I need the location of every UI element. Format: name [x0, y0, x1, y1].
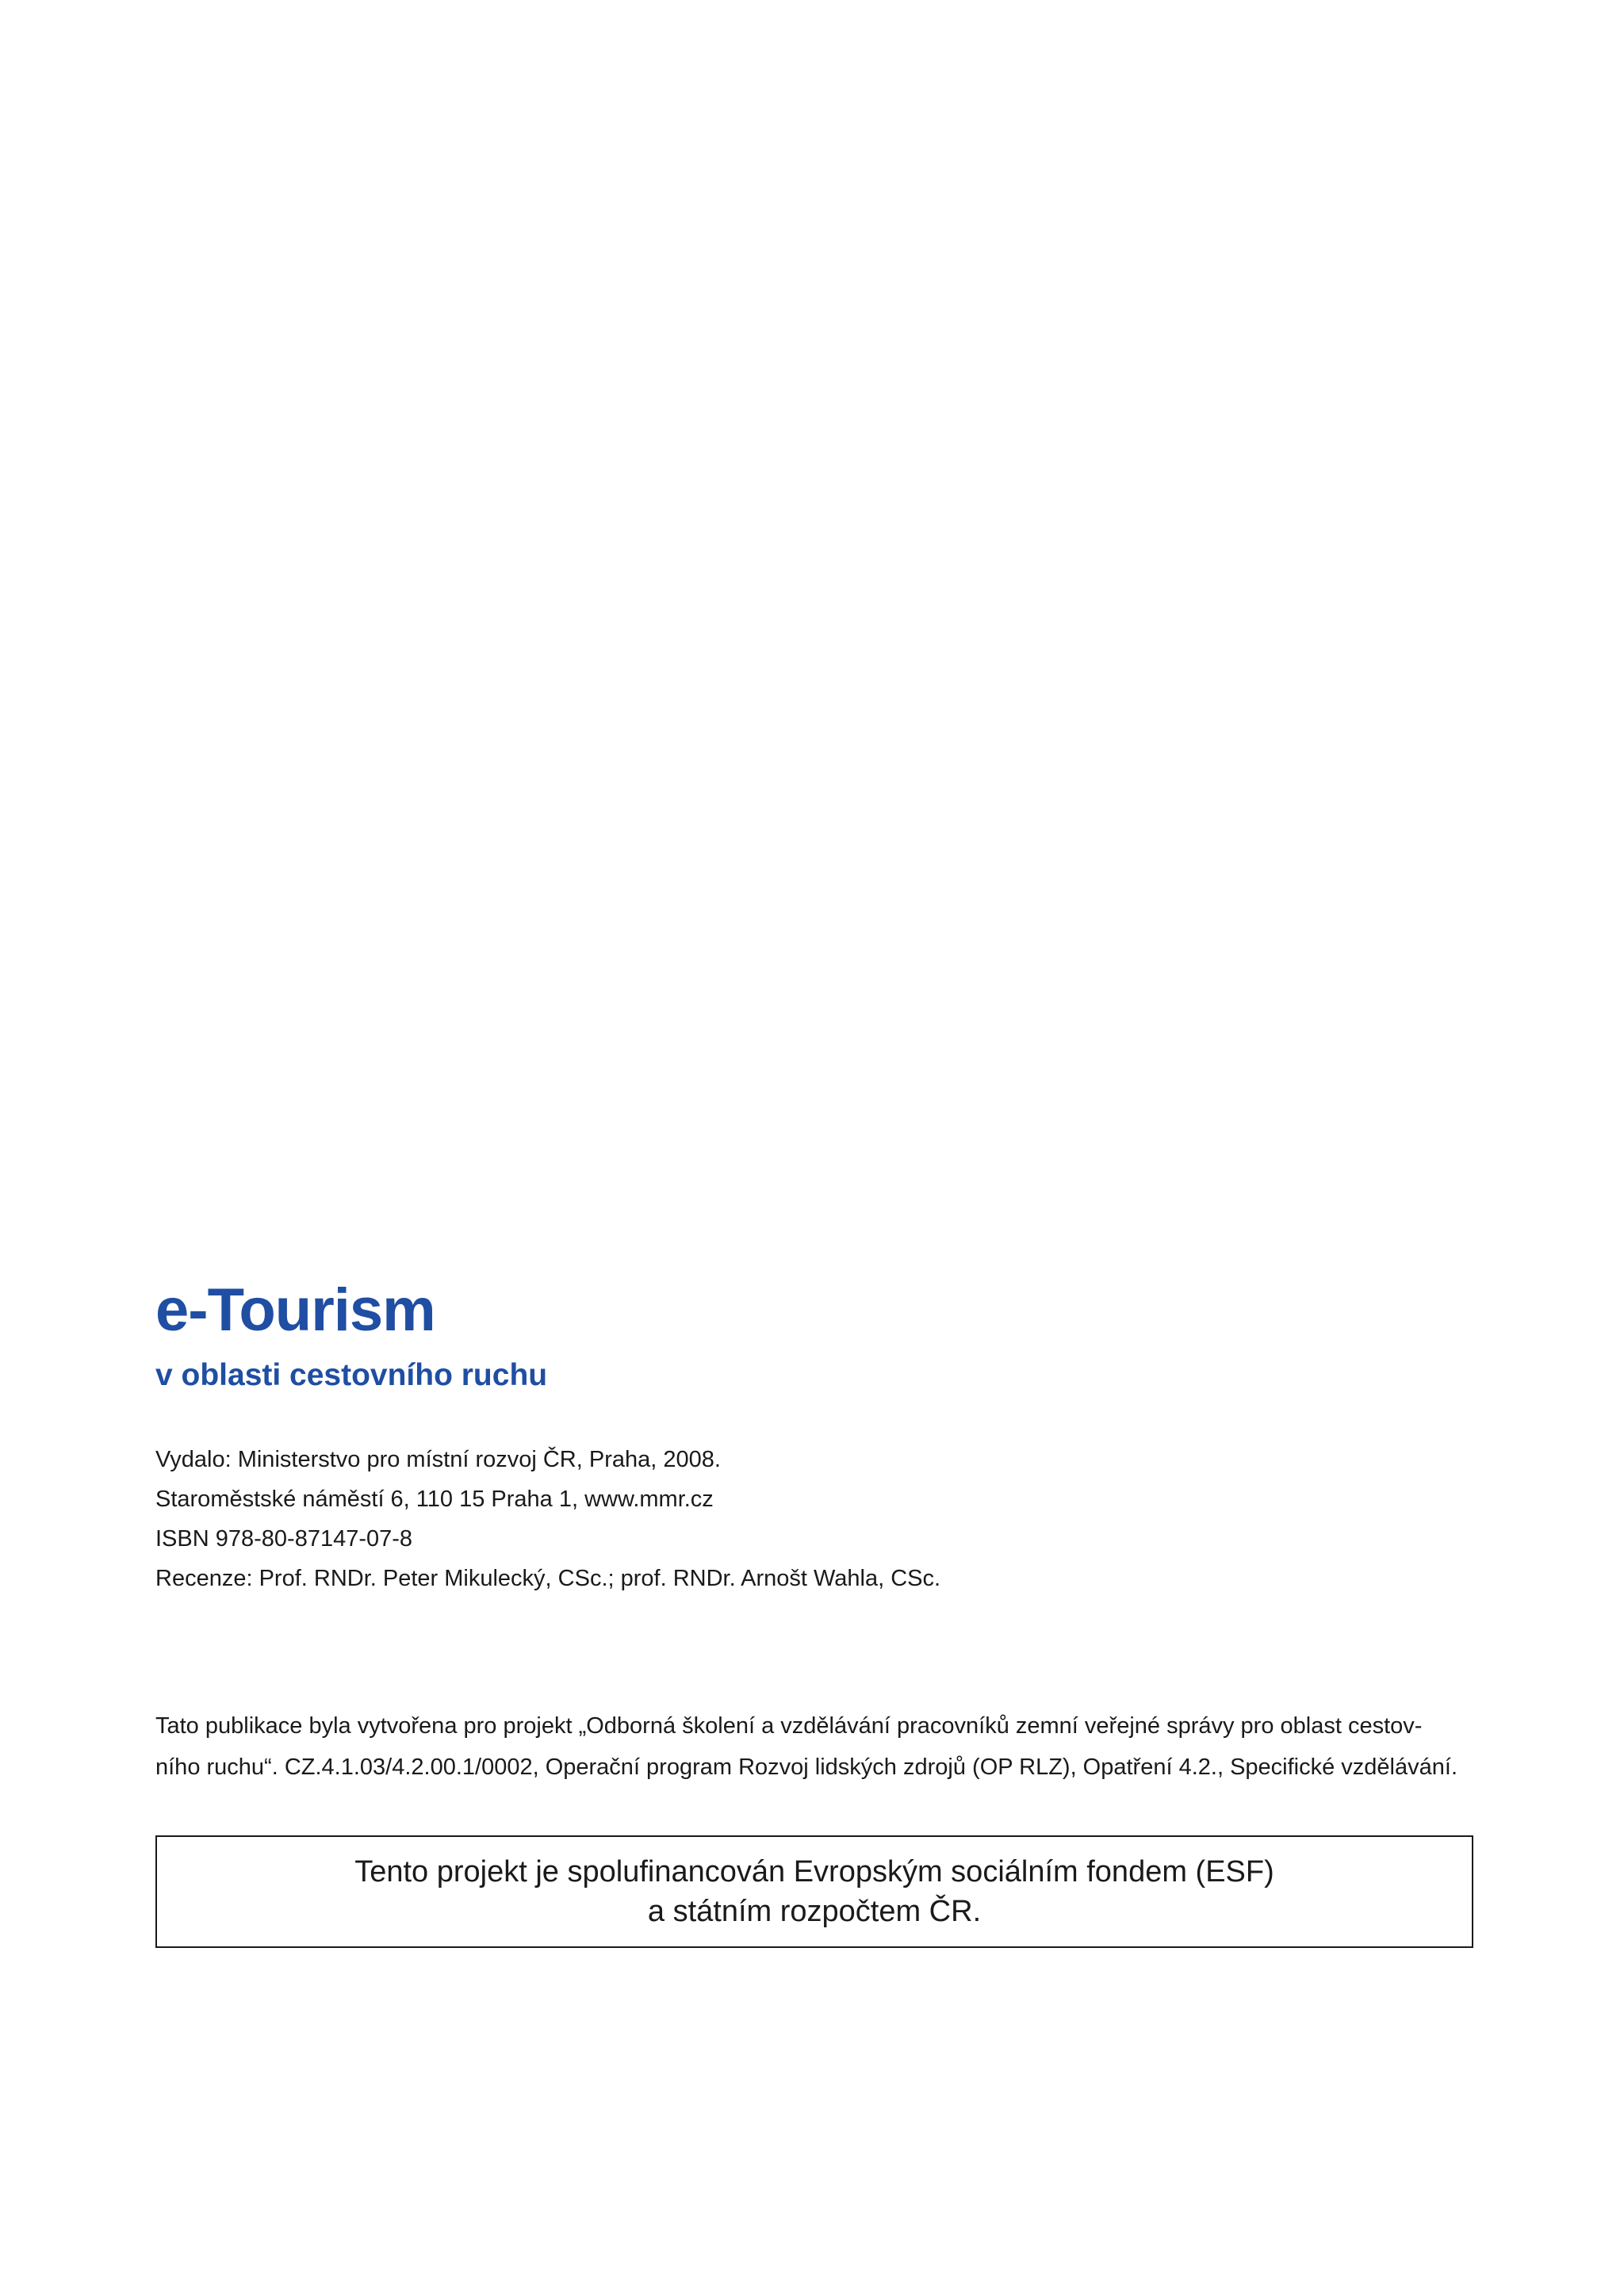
- imprint-isbn: ISBN 978-80-87147-07-8: [155, 1526, 413, 1552]
- project-note-line-2: ního ruchu“. CZ.4.1.03/4.2.00.1/0002, Operační program Rozvoj lidských zdrojů (OP RLZ), Opatření 4.2., Specifické vzdělávání.: [155, 1755, 1457, 1780]
- imprint-reviewers: Recenze: Prof. RNDr. Peter Mikulecký, CSc.; prof. RNDr. Arnošt Wahla, CSc.: [155, 1566, 941, 1591]
- colophon: [155, 1276, 1480, 1948]
- imprint-publisher: Vydalo: Ministerstvo pro místní rozvoj ČR, Praha, 2008.: [155, 1447, 721, 1472]
- imprint-block: [155, 1440, 1480, 1598]
- publication-title: e-Tourism: [155, 1276, 435, 1344]
- project-note: [155, 1705, 1480, 1788]
- cofinance-box: [155, 1835, 1473, 1948]
- project-note-line-1: Tato publikace byla vytvořena pro projekt „Odborná školení a vzdělávání pracovníků zemní veřejné správy pro oblast cestov-: [155, 1713, 1423, 1739]
- cofinance-line-2: a státním rozpočtem ČR.: [647, 1895, 982, 1928]
- imprint-address: Staroměstské náměstí 6, 110 15 Praha 1, www.mmr.cz: [155, 1487, 714, 1512]
- publication-subtitle: v oblasti cestovního ruchu: [155, 1358, 548, 1392]
- cofinance-line-1: Tento projekt je spolufinancován Evropským sociálním fondem (ESF): [354, 1855, 1274, 1888]
